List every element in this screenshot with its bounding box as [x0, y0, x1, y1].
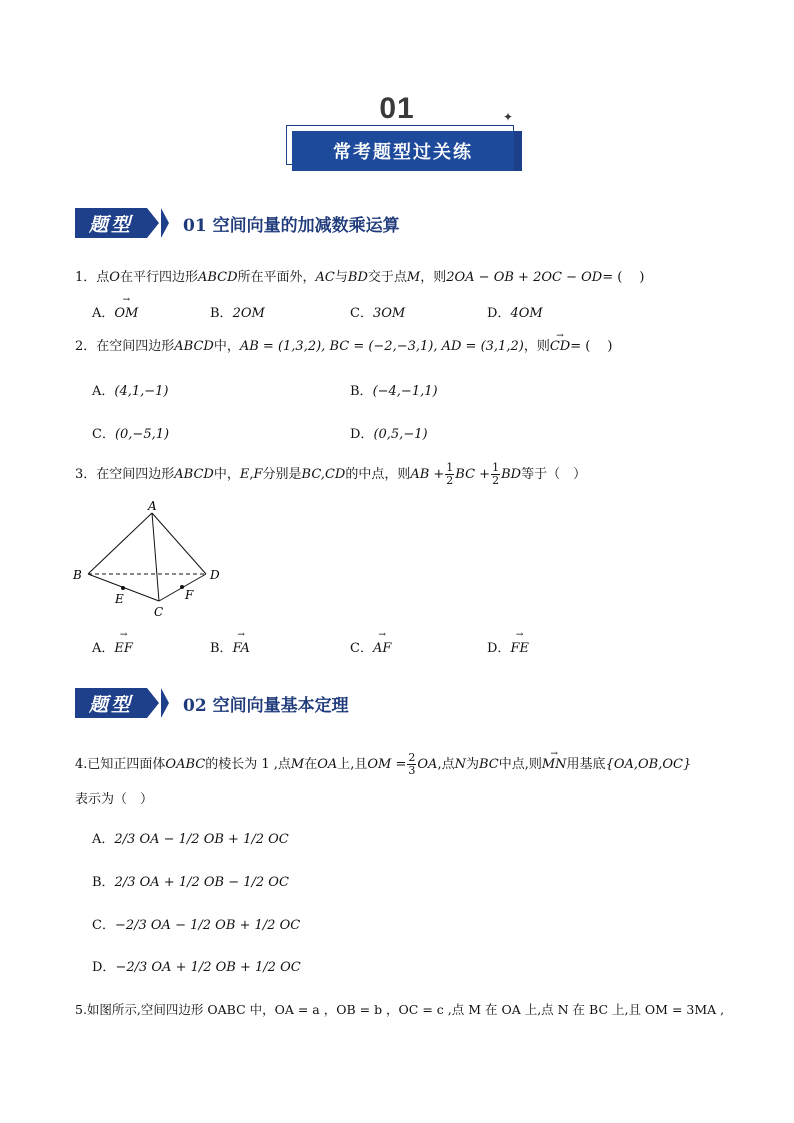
q4-option-c[interactable]: C．−2/3 OA − 1/2 OB + 1/2 OC	[92, 918, 301, 933]
question-5-stem: 5.如图所示,空间四边形 OABC 中，OA = a ，OB = b ，OC = c ,点 M 在 OA 上,点 N 在 BC 上,且 OM = 3MA ,	[75, 1002, 725, 1017]
q3-option-c[interactable]: C．→ AF	[350, 637, 391, 656]
q1-option-c[interactable]: C．3OM	[350, 306, 406, 321]
q1-option-a[interactable]: A．→ OM	[92, 302, 138, 321]
section-banner	[286, 125, 522, 171]
label-B: B	[73, 568, 82, 582]
q2-option-c[interactable]: C．(0,−5,1)	[92, 427, 170, 442]
sparkle-icon: ✦	[503, 110, 514, 124]
section-title: 02 空间向量基本定理	[183, 695, 349, 716]
label-C: C	[154, 605, 164, 619]
q1-option-b[interactable]: B．2OM	[210, 306, 265, 321]
section-header-02	[75, 688, 349, 718]
section-tag: 题型	[75, 688, 147, 718]
tetrahedron-figure	[70, 495, 230, 620]
question-4-stem: 4.已知正四面体OABC的棱长为 1 ,点M在OA上,且OM = $\frac{2}{3}$ OA,点N为BC中点,则→ MN用基底{OA,OB,OC}	[75, 752, 691, 777]
q1-option-d[interactable]: D．4OM	[487, 306, 543, 321]
section-header-01	[75, 208, 400, 238]
label-D: D	[210, 568, 220, 582]
q2-option-d[interactable]: D．(0,5,−1)	[350, 427, 428, 442]
section-tag: 题型	[75, 208, 147, 238]
tag-arrow-icon	[161, 688, 169, 718]
question-4-line2: 表示为（ ）	[75, 792, 154, 807]
q4-option-a[interactable]: A．2/3 OA − 1/2 OB + 1/2 OC	[92, 832, 289, 847]
label-F: F	[185, 588, 194, 602]
q3-option-b[interactable]: B．→ FA	[210, 637, 250, 656]
question-3-stem: 3．在空间四边形ABCD中，E,F分别是BC,CD的中点，则AB + $\frac{1}{2}$ BC + $\frac{1}{2}$ BD等于（ ）	[75, 461, 587, 487]
question-2-stem: 2．在空间四边形ABCD中，AB = (1,3,2), BC = (−2,−3,1), AD = (3,1,2)，则→ CD= ( )	[75, 337, 613, 357]
tag-arrow-icon	[161, 208, 169, 238]
q3-option-a[interactable]: A．→ EF	[92, 637, 133, 656]
q4-option-b[interactable]: B．2/3 OA + 1/2 OB − 1/2 OC	[92, 875, 289, 890]
section-title: 01 空间向量的加减数乘运算	[183, 215, 400, 236]
q2-option-b[interactable]: B．(−4,−1,1)	[350, 384, 438, 399]
q2-option-a[interactable]: A．(4,1,−1)	[92, 384, 169, 399]
banner-title: 常考题型过关练	[292, 131, 514, 171]
section-number: 01	[379, 92, 415, 125]
q3-option-d[interactable]: D．→ FE	[487, 637, 529, 656]
q4-option-d[interactable]: D．−2/3 OA + 1/2 OB + 1/2 OC	[92, 960, 301, 975]
question-1-stem: 1．点O在平行四边形ABCD所在平面外，AC与BD交于点M，则2OA − OB + 2OC − OD= ( )	[75, 270, 645, 285]
label-E: E	[115, 592, 124, 606]
label-A: A	[148, 499, 157, 513]
